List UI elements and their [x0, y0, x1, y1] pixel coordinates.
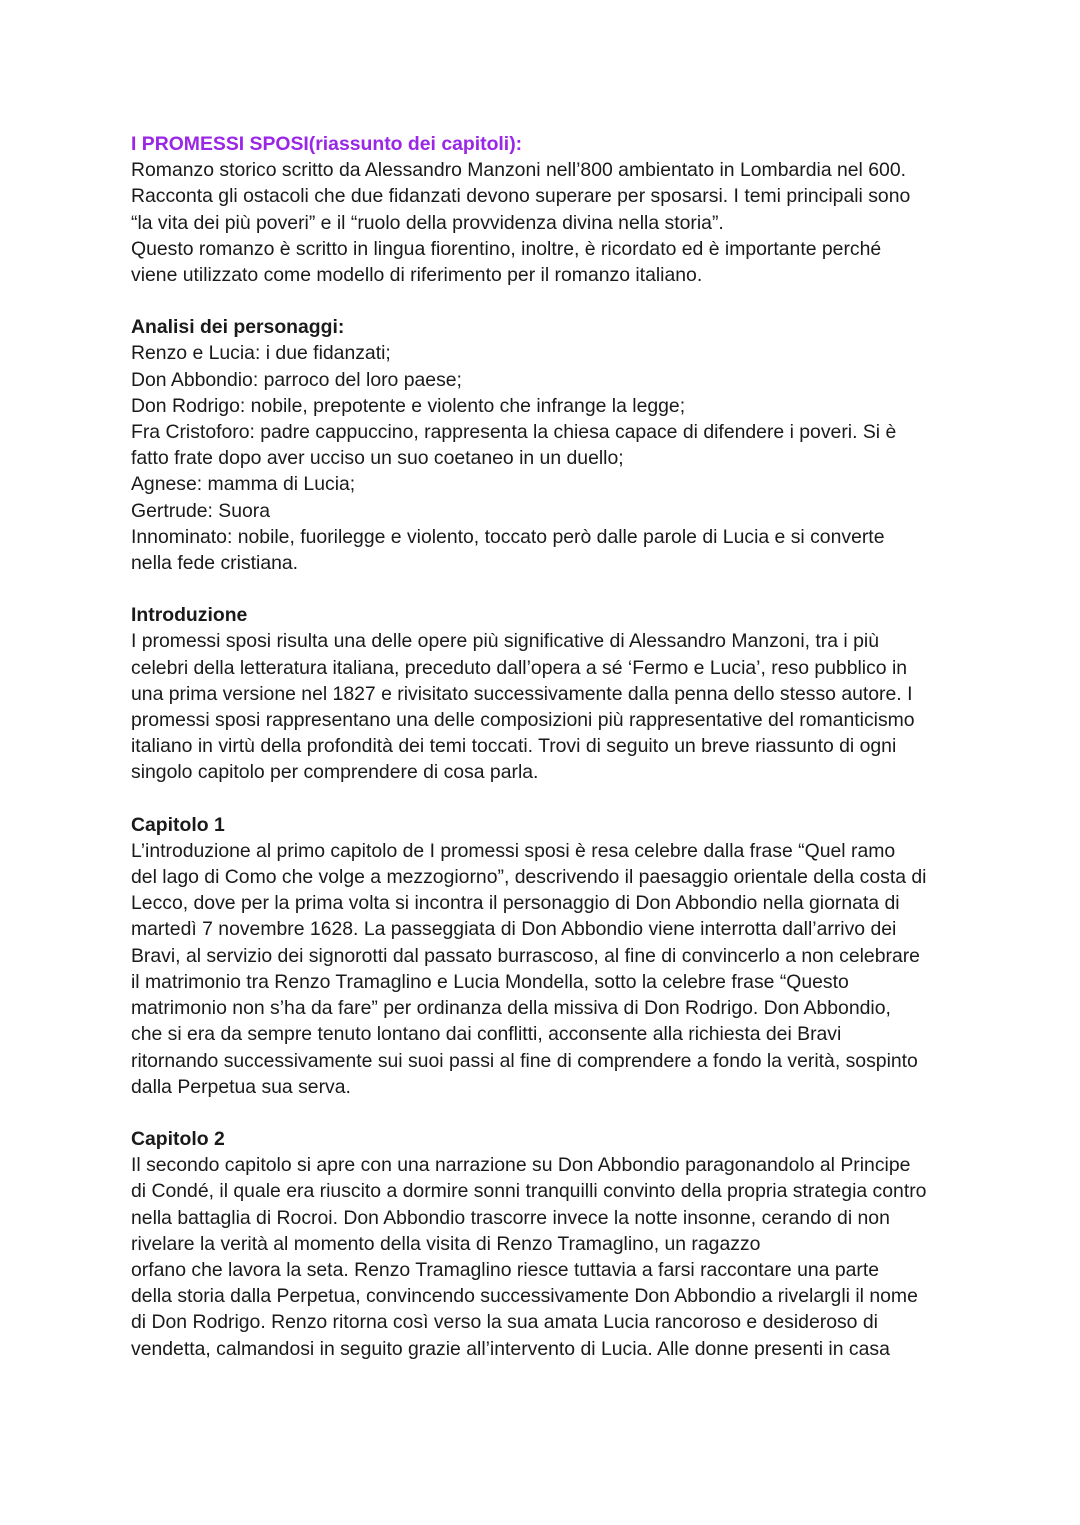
capitolo2-line: vendetta, calmandosi in seguito grazie all’intervento di Lucia. Alle donne presenti in casa — [131, 1337, 890, 1360]
section-gap — [131, 288, 961, 314]
characters-list — [131, 340, 961, 576]
capitolo2-heading: Capitolo 2 — [131, 1127, 225, 1150]
character-line: Renzo e Lucia: i due fidanzati; — [131, 342, 391, 365]
character-line: Innominato: nobile, fuorilegge e violento, toccato però dalle parole di Lucia e si converte — [131, 525, 885, 548]
document-title: I PROMESSI SPOSI(riassunto dei capitoli): — [131, 133, 523, 155]
capitolo2-line: Il secondo capitolo si apre con una narrazione su Don Abbondio paragonandolo al Principe — [131, 1154, 911, 1177]
capitolo2-line: orfano che lavora la seta. Renzo Tramaglino riesce tuttavia a farsi raccontare una parte — [131, 1258, 880, 1281]
character-line: fatto frate dopo aver ucciso un suo coetaneo in un duello; — [131, 447, 624, 470]
capitolo1-line: del lago di Como che volge a mezzogiorno”, descrivendo il paesaggio orientale della costa di — [131, 866, 927, 889]
intro-line: Romanzo storico scritto da Alessandro Manzoni nell’800 ambientato in Lombardia nel 600. — [131, 159, 906, 182]
introduzione-line: singolo capitolo per comprendere di cosa parla. — [131, 761, 539, 784]
introduzione-line: I promessi sposi risulta una delle opere più significative di Alessandro Manzoni, tra i più — [131, 630, 880, 653]
capitolo2-paragraph — [131, 1152, 961, 1362]
characters-heading: Analisi dei personaggi: — [131, 316, 345, 339]
intro-line: Racconta gli ostacoli che due fidanzati devono superare per sposarsi. I temi principali sono — [131, 185, 911, 208]
intro-line: viene utilizzato come modello di riferimento per il romanzo italiano. — [131, 264, 703, 287]
capitolo1-line: L’introduzione al primo capitolo de I promessi sposi è resa celebre dalla frase “Quel ramo — [131, 839, 896, 862]
introduzione-line: promessi sposi rappresentano una delle composizioni più rappresentative del romanticismo — [131, 709, 915, 732]
section-gap — [131, 576, 961, 602]
intro-line: Questo romanzo è scritto in lingua fiorentino, inoltre, è ricordato ed è importante perché — [131, 237, 882, 260]
introduzione-heading: Introduzione — [131, 604, 248, 627]
capitolo2-line: nella battaglia di Rocroi. Don Abbondio trascorre invece la notte insonne, cerando di non — [131, 1206, 890, 1229]
capitolo1-line: matrimonio non s’ha da fare” per ordinanza della missiva di Don Rodrigo. Don Abbondio, — [131, 997, 891, 1020]
capitolo2-line: della storia dalla Perpetua, convincendo successivamente Don Abbondio a rivelargli il nome — [131, 1285, 918, 1308]
capitolo2-line: di Condé, il quale era riuscito a dormire sonni tranquilli convinto della propria strategia contro — [131, 1180, 927, 1203]
section-gap — [131, 1100, 961, 1126]
capitolo1-line: martedì 7 novembre 1628. La passeggiata di Don Abbondio viene interrotta dall’arrivo dei — [131, 918, 897, 941]
capitolo1-line: il matrimonio tra Renzo Tramaglino e Lucia Mondella, sotto la celebre frase “Questo — [131, 970, 849, 993]
character-line: nella fede cristiana. — [131, 552, 299, 575]
character-line: Don Abbondio: parroco del loro paese; — [131, 368, 462, 391]
introduzione-line: una prima versione nel 1827 e rivisitato successivamente dalla penna dello stesso autore. I — [131, 682, 913, 705]
character-line: Gertrude: Suora — [131, 499, 271, 522]
capitolo1-line: Lecco, dove per la prima volta si incontra il personaggio di Don Abbondio nella giornata di — [131, 892, 900, 915]
document-page — [131, 131, 961, 1362]
capitolo1-heading: Capitolo 1 — [131, 813, 225, 836]
capitolo1-line: Bravi, al servizio dei signorotti dal passato burrascoso, al fine di convincerlo a non celebrare — [131, 944, 920, 967]
character-line: Fra Cristoforo: padre cappuccino, rappresenta la chiesa capace di difendere i poveri. Si è — [131, 421, 897, 444]
capitolo1-paragraph — [131, 838, 961, 1100]
capitolo2-line: rivelare la verità al momento della visita di Renzo Tramaglino, un ragazzo — [131, 1232, 761, 1255]
introduzione-paragraph — [131, 628, 961, 785]
character-line: Don Rodrigo: nobile, prepotente e violento che infrange la legge; — [131, 394, 686, 417]
section-gap — [131, 786, 961, 812]
introduzione-line: celebri della letteratura italiana, preceduto dall’opera a sé ‘Fermo e Lucia’, reso pubblico in — [131, 656, 908, 679]
capitolo1-line: ritornando successivamente sui suoi passi al fine di comprendere a fondo la verità, sospinto — [131, 1049, 918, 1072]
intro-line: “la vita dei più poveri” e il “ruolo della provvidenza divina nella storia”. — [131, 211, 724, 234]
intro-paragraph — [131, 157, 961, 288]
introduzione-line: italiano in virtù della profondità dei temi toccati. Trovi di seguito un breve riassunto di ogni — [131, 735, 897, 758]
character-line: Agnese: mamma di Lucia; — [131, 473, 356, 496]
capitolo1-line: che si era da sempre tenuto lontano dai conflitti, acconsente alla richiesta dei Bravi — [131, 1023, 842, 1046]
capitolo1-line: dalla Perpetua sua serva. — [131, 1075, 351, 1098]
capitolo2-line: di Don Rodrigo. Renzo ritorna così verso la sua amata Lucia rancoroso e desideroso di — [131, 1311, 878, 1334]
